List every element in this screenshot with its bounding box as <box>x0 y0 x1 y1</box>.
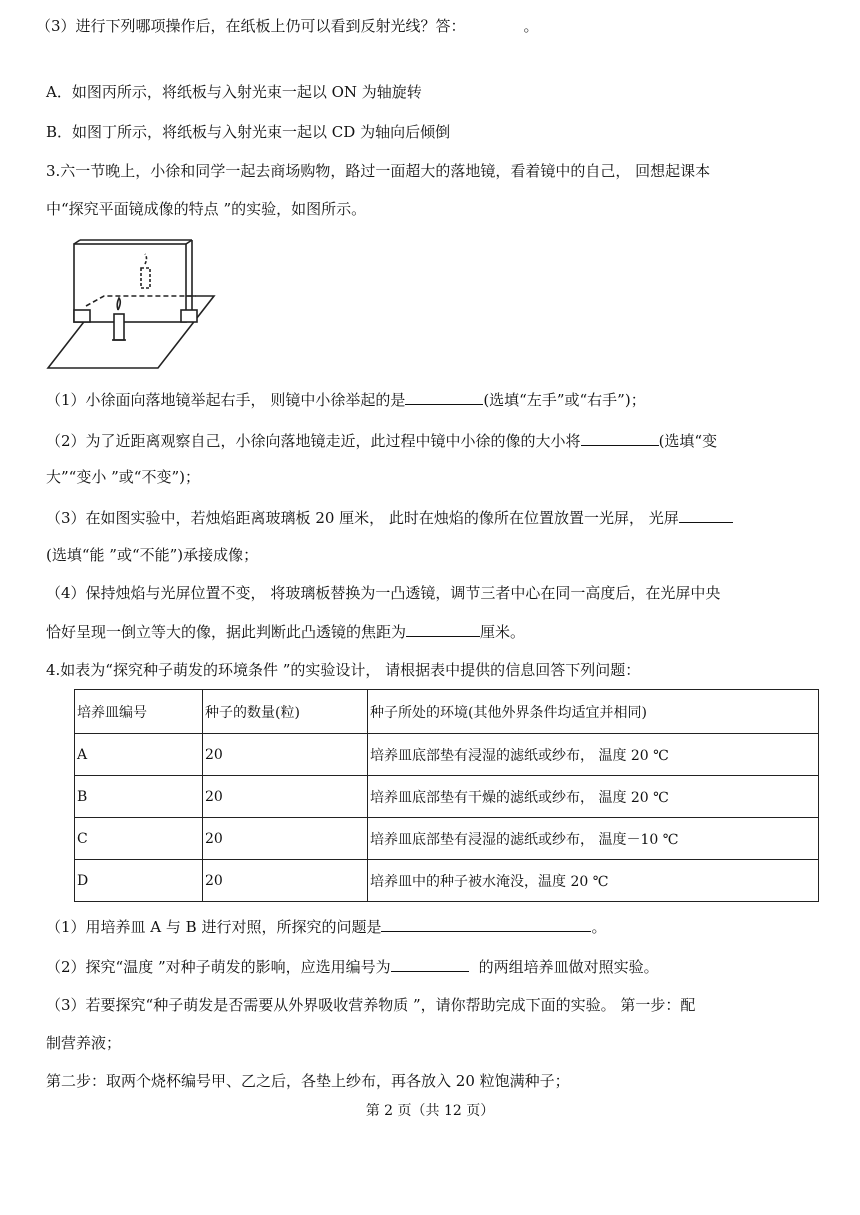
table-cell: D <box>75 860 203 902</box>
seed-germination-table <box>74 689 819 902</box>
q2-option-b: B．如图丁所示，将纸板与入射光束一起以 CD 为轴向后倾倒 <box>46 123 451 141</box>
table-header-cell: 种子的数量(粒) <box>203 690 368 734</box>
table-header-cell: 种子所处的环境(其他外界条件均适宜并相同) <box>368 690 819 734</box>
q3-stem-line2: 中“探究平面镜成像的特点 ”的实验，如图所示。 <box>46 200 367 218</box>
table-cell: C <box>75 818 203 860</box>
q3-stem-line1: 3.六一节晚上，小徐和同学一起去商场购物，路过一面超大的落地镜，看着镜中的自己， 回想起课本 <box>46 162 711 180</box>
q3-sub2-hint: (选填“变 <box>658 432 718 450</box>
table-cell: 20 <box>203 860 368 902</box>
q3-sub3 <box>46 508 733 528</box>
table-row <box>75 734 819 776</box>
q4-stem: 4.如表为“探究种子萌发的环境条件 ”的实验设计， 请根据表中提供的信息回答下列问题： <box>46 661 641 679</box>
table-cell: A <box>75 734 203 776</box>
q3-sub3-cont: (选填“能 ”或“不能”)承接成像； <box>46 546 259 564</box>
q2-sub3 <box>36 16 539 36</box>
q2-sub3-tail: 。 <box>523 17 539 35</box>
answer-blank[interactable] <box>406 622 480 637</box>
q3-sub2-text: （2）为了近距离观察自己，小徐向落地镜走近，此过程中镜中小徐的像的大小将 <box>46 432 581 450</box>
answer-blank[interactable] <box>381 917 591 932</box>
q3-sub1-text: （1）小徐面向落地镜举起右手， 则镜中小徐举起的是 <box>46 391 406 409</box>
q3-sub2 <box>46 431 717 451</box>
q4-sub3-cont: 制营养液； <box>46 1034 122 1052</box>
q3-sub4-unit: 厘米。 <box>480 623 526 641</box>
page-footer: 第 2 页（共 12 页） <box>365 1103 495 1119</box>
q3-sub1-hint: (选填“左手”或“右手”)； <box>483 391 646 409</box>
table-cell: 20 <box>203 818 368 860</box>
table-row <box>75 818 819 860</box>
answer-blank[interactable] <box>679 508 733 523</box>
q3-sub4: （4）保持烛焰与光屏位置不变， 将玻璃板替换为一凸透镜，调节三者中心在同一高度后，在光屏中央 <box>46 584 721 602</box>
q4-sub2-text: （2）探究“温度 ”对种子萌发的影响，应选用编号为 <box>46 958 391 976</box>
table-header-cell: 培养皿编号 <box>75 690 203 734</box>
answer-blank[interactable] <box>405 390 483 405</box>
table-row <box>75 776 819 818</box>
q3-sub4-text: 恰好呈现一倒立等大的像，据此判断此凸透镜的焦距为 <box>46 623 407 641</box>
q2-sub3-text: （3）进行下列哪项操作后，在纸板上仍可以看到反射光线？答： <box>36 17 466 35</box>
q3-sub1 <box>46 390 646 410</box>
q4-sub1-text: （1）用培养皿 A 与 B 进行对照，所探究的问题是 <box>46 918 382 936</box>
table-cell: 培养皿中的种子被水淹没，温度 20 ℃ <box>368 860 819 902</box>
q4-step2: 第二步：取两个烧杯编号甲、乙之后，各垫上纱布，再各放入 20 粒饱满种子； <box>46 1072 570 1090</box>
table-header-row <box>75 690 819 734</box>
q3-sub3-text: （3）在如图实验中，若烛焰距离玻璃板 20 厘米， 此时在烛焰的像所在位置放置一光屏， 光屏 <box>46 509 679 527</box>
q3-sub2-cont: 大”“变小 ”或“不变”)； <box>46 468 200 486</box>
q3-sub4-cont <box>46 622 525 642</box>
q4-sub1 <box>46 917 607 937</box>
answer-blank[interactable] <box>581 431 659 446</box>
table-cell: 培养皿底部垫有干燥的滤纸或纱布， 温度 20 ℃ <box>368 776 819 818</box>
table-row <box>75 860 819 902</box>
q4-sub1-tail: 。 <box>591 918 607 936</box>
table-cell: 20 <box>203 734 368 776</box>
plane-mirror-candle-figure <box>46 236 216 370</box>
q4-sub3: （3）若要探究“种子萌发是否需要从外界吸收营养物质 ”，请你帮助完成下面的实验。 第一步：配 <box>46 996 696 1014</box>
q4-sub2-tail: 的两组培养皿做对照实验。 <box>478 958 659 976</box>
answer-blank[interactable] <box>391 957 469 972</box>
q2-option-a: A．如图丙所示，将纸板与入射光束一起以 ON 为轴旋转 <box>46 83 422 101</box>
table-cell: 培养皿底部垫有浸湿的滤纸或纱布， 温度－10 ℃ <box>368 818 819 860</box>
table-cell: 培养皿底部垫有浸湿的滤纸或纱布， 温度 20 ℃ <box>368 734 819 776</box>
table-cell: 20 <box>203 776 368 818</box>
table-cell: B <box>75 776 203 818</box>
q4-sub2 <box>46 957 659 977</box>
